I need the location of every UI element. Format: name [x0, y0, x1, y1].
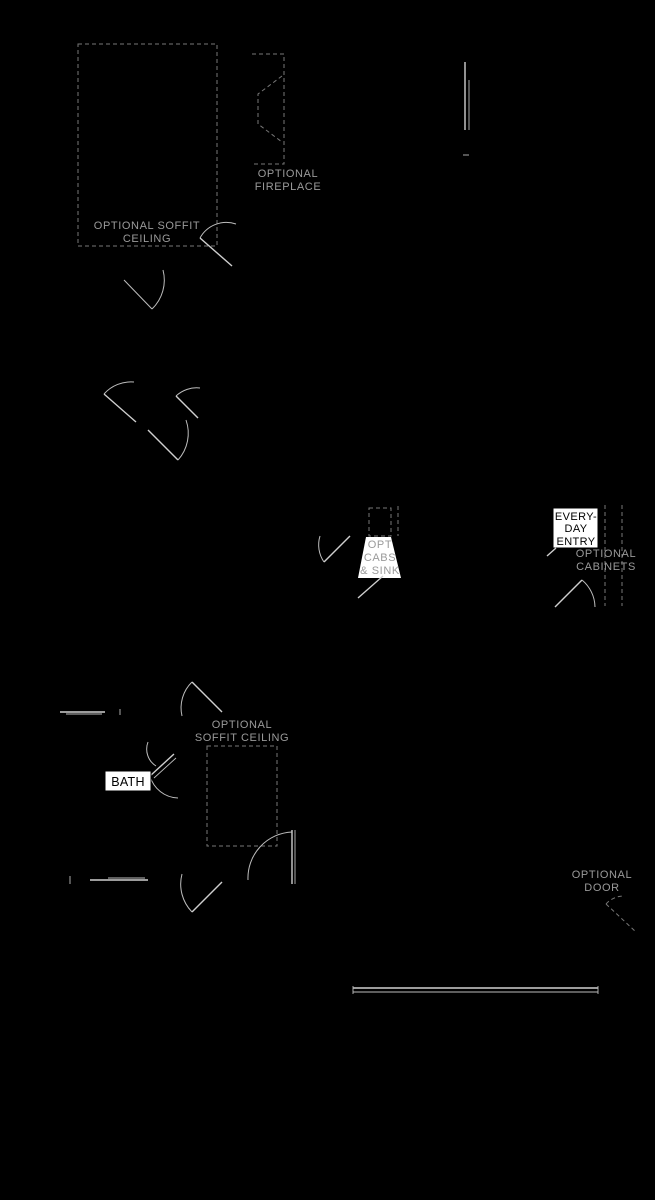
door-swing-kitchen-lower: [358, 576, 383, 598]
opt-cabs-label-line3: & SINK: [360, 565, 400, 577]
wall-window-top-right: [463, 62, 469, 155]
bath-label: BATH: [111, 775, 145, 789]
everyday-entry-label-line1: EVERY-: [554, 511, 598, 523]
fireplace-symbol: [252, 54, 284, 164]
door-swing-lower-right-of-bath: [248, 830, 295, 884]
window-bath-lower: [70, 876, 148, 884]
optional-soffit-ceiling-top-label-line2: CEILING: [122, 233, 172, 245]
optional-fireplace-label-line2: FIREPLACE: [254, 181, 322, 193]
optional-soffit-ceiling-bottom-label-line1: OPTIONAL: [211, 719, 273, 731]
opt-cabs-label-line1: OPT: [367, 539, 393, 551]
opt-cabs-outline: [369, 506, 398, 536]
opt-cabs-label-line2: CABS: [363, 552, 397, 564]
soffit-ceiling-outline-bottom: [207, 746, 277, 846]
garage-door-wall: [353, 986, 598, 994]
door-swing-bath-lower: [181, 874, 222, 912]
optional-fireplace-label-line1: OPTIONAL: [257, 168, 319, 180]
optional-door-swing: [606, 896, 636, 932]
optional-soffit-ceiling-top-label-line1: OPTIONAL SOFFIT: [93, 220, 201, 232]
everyday-entry-label-line2: DAY: [564, 523, 588, 535]
door-swing-soffit: [200, 222, 236, 266]
optional-soffit-ceiling-bottom-label-line2: SOFFIT CEILING: [194, 732, 290, 744]
door-swing-kitchen: [319, 536, 350, 562]
everyday-entry-label-line3: ENTRY: [556, 536, 596, 548]
soffit-ceiling-outline-top: [78, 44, 217, 246]
door-swing-upper-left: [124, 270, 164, 309]
optional-cabinets-label-line1: OPTIONAL: [575, 548, 637, 560]
door-swing-pair: [104, 382, 200, 460]
window-bath-upper: [60, 709, 120, 715]
optional-cabinets-label-line2: CABINETS: [576, 561, 636, 573]
optional-door-label-line1: OPTIONAL: [571, 869, 633, 881]
optional-door-label-line2: DOOR: [584, 882, 620, 894]
door-swing-bath-upper: [181, 682, 222, 716]
